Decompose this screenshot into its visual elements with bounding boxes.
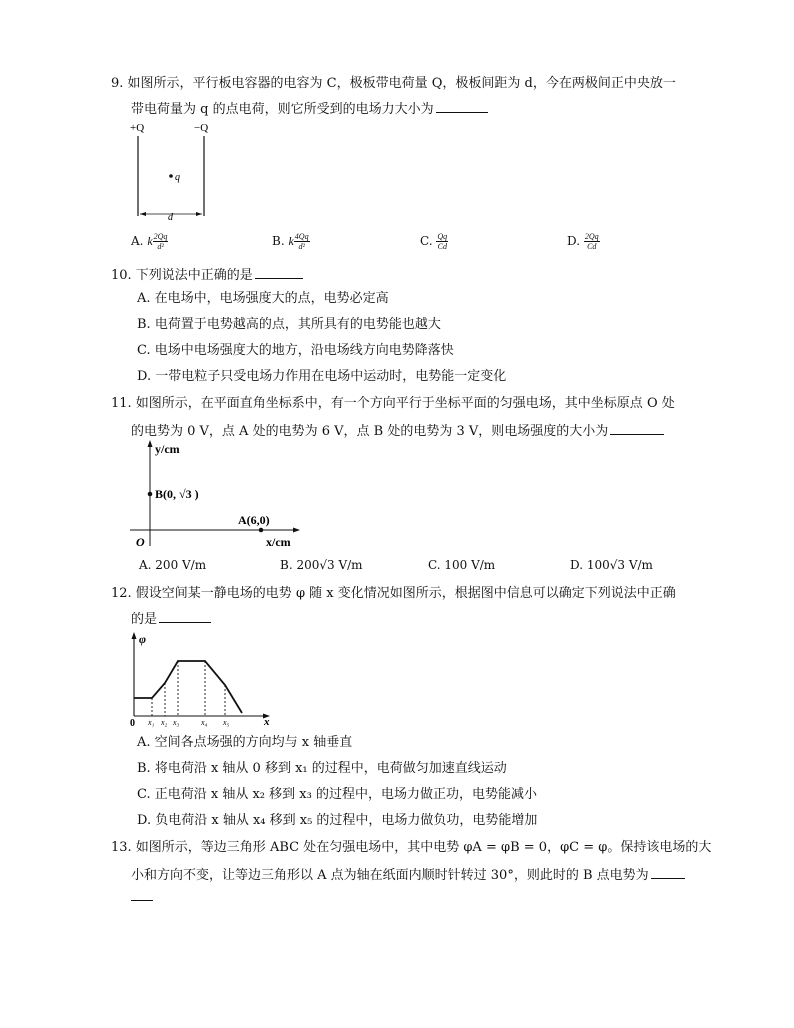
q10-option-a[interactable]: A. 在电场中，电场强度大的点，电势必定高	[137, 291, 389, 306]
q11-option-d[interactable]: D. 100√3 V/m	[570, 558, 653, 572]
q9-option-b[interactable]: B. k $\frac{4Qq}{\text{d²}}$	[272, 232, 309, 251]
q9-option-d[interactable]: D. $\frac{2Qq}{Cd}$	[567, 232, 599, 251]
y-axis-label: y/cm	[155, 442, 180, 456]
answer-blank[interactable]	[159, 608, 211, 623]
answer-blank-continued[interactable]	[131, 900, 153, 901]
q12-stem-line1: 12. 假设空间某一静电场的电势 φ 随 x 变化情况如图所示，根据图中信息可以确定下列说法中正确	[111, 586, 676, 601]
x-axis-label: x	[264, 716, 270, 728]
point-a	[259, 528, 264, 533]
origin-label: 0	[130, 718, 135, 728]
origin-label: O	[136, 535, 145, 549]
plus-q-label: +Q	[130, 122, 145, 134]
q10-option-b[interactable]: B. 电荷置于电势越高的点，其所具有的电势能也越大	[137, 317, 441, 332]
point-b	[148, 492, 153, 497]
q10-option-d[interactable]: D. 一带电粒子只受电场力作用在电场中运动时，电势能一定变化	[137, 369, 507, 384]
q10-option-c[interactable]: C. 电场中电场强度大的地方，沿电场线方向电势降落快	[137, 343, 454, 358]
point-charge	[169, 174, 173, 178]
q11-option-b[interactable]: B. 200√3 V/m	[280, 558, 363, 572]
q11-option-a[interactable]: A. 200 V/m	[139, 558, 207, 572]
tick-x4: x₄	[201, 718, 208, 727]
q11-coordinate-figure	[128, 436, 308, 552]
point-b-label: B(0, √3 )	[155, 487, 199, 501]
minus-q-label: −Q	[194, 122, 209, 134]
answer-blank[interactable]	[436, 98, 488, 113]
tick-x5: x₅	[223, 718, 230, 727]
q12-option-b[interactable]: B. 将电荷沿 x 轴从 0 移到 x₁ 的过程中，电荷做匀加速直线运动	[137, 761, 507, 776]
q9-stem-line1: 9. 如图所示，平行板电容器的电容为 C，极板带电荷量 Q，极板间距为 d，今在两极间正中央放一	[111, 76, 676, 91]
q12-option-d[interactable]: D. 负电荷沿 x 轴从 x₄ 移到 x₅ 的过程中，电场力做负功，电势能增加	[137, 813, 538, 828]
q12-option-a[interactable]: A. 空间各点场强的方向均与 x 轴垂直	[137, 735, 353, 750]
x-axis-label: x/cm	[266, 535, 291, 549]
tick-x1: x₁	[148, 718, 155, 727]
tick-x2: x₂	[161, 718, 168, 727]
q9-option-a[interactable]: A. k $\frac{2Qq}{\text{d²}}$	[131, 232, 168, 251]
potential-curve	[134, 661, 242, 713]
gap-label: d	[168, 212, 173, 223]
charge-label: q	[175, 172, 180, 183]
q9-capacitor-figure	[128, 118, 218, 224]
point-a-label: A(6,0)	[238, 513, 270, 527]
q12-option-c[interactable]: C. 正电荷沿 x 轴从 x₂ 移到 x₃ 的过程中，电场力做正功，电势能减小	[137, 787, 537, 802]
q9-option-c[interactable]: C. $\frac{Qq}{Cd}$	[420, 232, 448, 251]
q9-stem-line2: 带电荷量为 q 的点电荷，则它所受到的电场力大小为	[131, 98, 488, 120]
phi-axis-label: φ	[139, 632, 147, 646]
tick-x3: x₃	[173, 718, 180, 727]
q12-stem-line2: 的是	[131, 608, 211, 630]
q11-stem-line2: 的电势为 0 V，点 A 处的电势为 6 V，点 B 处的电势为 3 V，则电场强度的大小为	[131, 420, 664, 442]
q12-potential-graph	[128, 628, 278, 728]
answer-blank[interactable]	[651, 864, 685, 879]
q13-stem-line2: 小和方向不变，让等边三角形以 A 点为轴在纸面内顺时针转过 30°，则此时的 B 点电势为	[131, 864, 685, 886]
q11-option-c[interactable]: C. 100 V/m	[428, 558, 496, 572]
q13-stem-line1: 13. 如图所示，等边三角形 ABC 处在匀强电场中，其中电势 φA = φB = 0，φC = φ。保持该电场的大	[111, 840, 712, 855]
answer-blank[interactable]	[255, 264, 303, 279]
q10-stem: 10. 下列说法中正确的是	[111, 264, 303, 286]
answer-blank[interactable]	[610, 420, 664, 435]
q11-stem-line1: 11. 如图所示，在平面直角坐标系中，有一个方向平行于坐标平面的匀强电场，其中坐标原点 O 处	[111, 396, 675, 411]
